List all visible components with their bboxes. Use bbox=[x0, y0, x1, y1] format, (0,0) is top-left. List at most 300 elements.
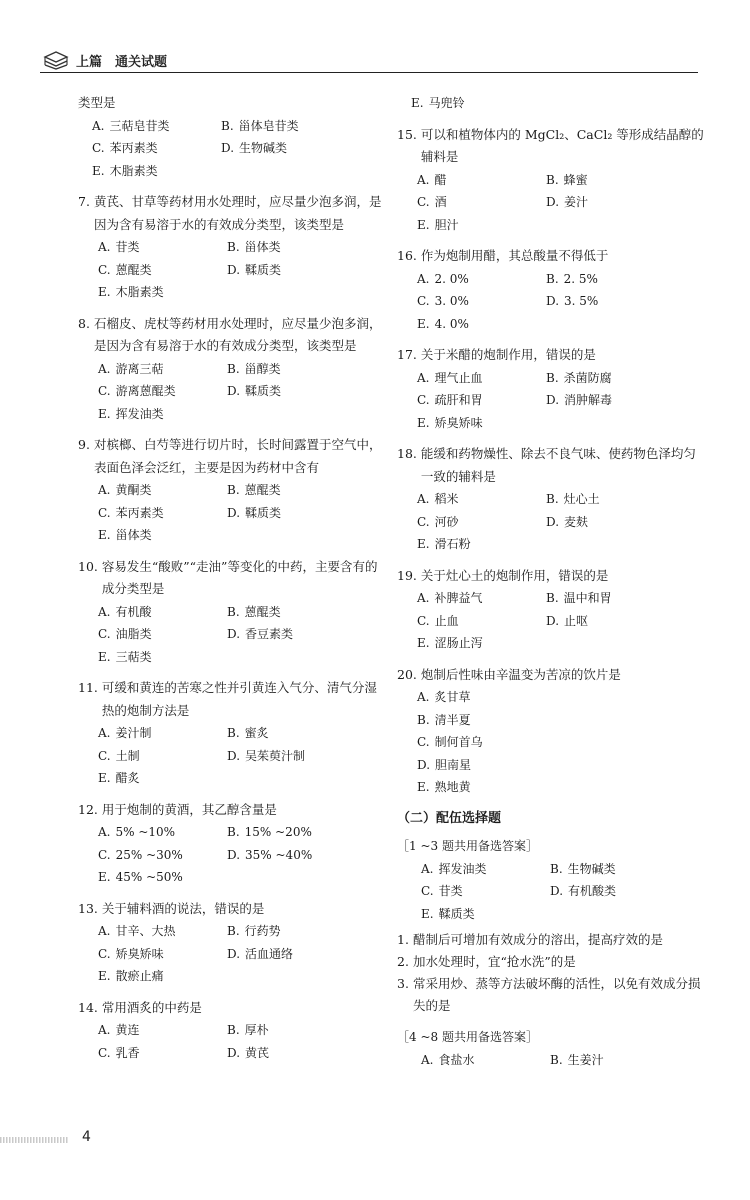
option-letter: E. bbox=[98, 406, 111, 421]
option-text: 食盐水 bbox=[438, 1053, 475, 1067]
option-letter: B. bbox=[546, 492, 559, 506]
page-number: 4 bbox=[82, 1129, 91, 1145]
option-text: 5% ~10% bbox=[115, 825, 176, 839]
option-letter: A. bbox=[98, 726, 111, 740]
options-list bbox=[78, 358, 383, 426]
option-text: 吴茱萸汁制 bbox=[245, 748, 306, 763]
options-list bbox=[397, 1049, 705, 1072]
page-header bbox=[40, 50, 698, 73]
option-item bbox=[550, 1049, 679, 1072]
option-item bbox=[417, 533, 705, 556]
question-stem bbox=[78, 898, 383, 921]
option-item bbox=[417, 412, 705, 435]
option-text: 2. 0% bbox=[434, 271, 469, 286]
option-text: 蜂蜜 bbox=[563, 172, 588, 187]
option-letter: D. bbox=[221, 141, 235, 155]
option-text: 挥发油类 bbox=[438, 861, 487, 876]
question-text: 可以和植物体内的 MgCl₂、CaCl₂ 等形成结晶醇的辅料是 bbox=[420, 126, 704, 164]
option-letter: D. bbox=[546, 393, 560, 407]
section-title: （二）配伍选择题 bbox=[397, 810, 502, 826]
question-stem bbox=[78, 92, 383, 115]
option-text: 疏肝和胃 bbox=[434, 393, 483, 407]
option-letter: C. bbox=[417, 735, 430, 749]
question-stem bbox=[78, 997, 383, 1020]
option-text: 麦麸 bbox=[564, 514, 589, 529]
group-spacer bbox=[397, 1017, 705, 1025]
option-letter: A. bbox=[417, 492, 430, 506]
question-stem bbox=[397, 565, 705, 588]
right-column bbox=[397, 92, 705, 1076]
option-text: 鞣质类 bbox=[245, 262, 282, 277]
option-text: 苯丙素类 bbox=[115, 505, 164, 520]
option-item bbox=[98, 623, 227, 646]
question-text: 黄芪、甘草等药材用水处理时，应尽量少泡多润，是因为含有易溶于水的有效成分类型，该类型是 bbox=[93, 194, 382, 232]
option-text: 清半夏 bbox=[434, 712, 471, 727]
option-text: 消肿解毒 bbox=[564, 393, 613, 407]
option-item bbox=[421, 880, 550, 903]
option-text: 稻米 bbox=[434, 492, 459, 506]
option-letter: D. bbox=[227, 505, 241, 520]
options-list bbox=[397, 488, 705, 556]
option-letter: B. bbox=[550, 861, 563, 876]
option-letter: C. bbox=[417, 195, 430, 209]
option-letter: A. bbox=[98, 483, 111, 497]
option-item bbox=[98, 722, 227, 745]
option-item bbox=[421, 1049, 550, 1072]
option-letter: C. bbox=[98, 748, 111, 763]
option-letter: B. bbox=[221, 118, 234, 133]
option-item bbox=[98, 358, 227, 381]
option-item bbox=[98, 1019, 227, 1042]
option-item bbox=[221, 115, 350, 138]
option-letter: A. bbox=[98, 1023, 111, 1037]
question-number: 15. bbox=[397, 126, 417, 142]
options-list bbox=[78, 1019, 383, 1064]
question-number: 9. bbox=[78, 437, 90, 452]
option-item bbox=[98, 920, 227, 943]
question-text: 常用酒炙的中药是 bbox=[101, 999, 202, 1015]
option-letter: E. bbox=[98, 649, 111, 664]
option-text: 三萜类 bbox=[115, 649, 152, 664]
option-letter: B. bbox=[227, 1023, 240, 1037]
option-letter: D. bbox=[227, 748, 241, 763]
option-text: 生姜汁 bbox=[567, 1053, 604, 1067]
option-text: 姜汁制 bbox=[115, 726, 152, 740]
option-text: 甾体皂苷类 bbox=[238, 118, 299, 133]
option-letter: D. bbox=[227, 946, 241, 961]
option-item bbox=[98, 281, 383, 304]
option-letter: D. bbox=[550, 884, 564, 898]
option-letter: D. bbox=[227, 384, 241, 398]
option-letter: A. bbox=[417, 690, 430, 704]
option-letter: D. bbox=[227, 847, 241, 862]
option-letter: B. bbox=[227, 726, 240, 740]
option-item bbox=[98, 821, 227, 844]
option-item bbox=[227, 601, 356, 624]
options-list bbox=[397, 169, 705, 237]
option-item bbox=[417, 488, 546, 511]
question-number: 8. bbox=[78, 315, 90, 331]
option-letter: A. bbox=[98, 361, 111, 376]
question-block bbox=[78, 556, 383, 669]
question-text: 炮制后性味由辛温变为苦凉的饮片是 bbox=[420, 666, 621, 682]
option-letter: E. bbox=[421, 906, 434, 921]
question-text: 石榴皮、虎杖等药材用水处理时，应尽量少泡多润，是因为含有易溶于水的有效成分类型，该类型是 bbox=[93, 315, 382, 353]
question-text: 用于炮制的黄酒，其乙醇含量是 bbox=[101, 801, 277, 817]
option-item bbox=[92, 160, 383, 183]
option-item bbox=[417, 511, 546, 534]
option-text: 木脂素类 bbox=[109, 163, 158, 178]
option-item bbox=[98, 502, 227, 525]
question-text: 关于米醋的炮制作用，错误的是 bbox=[420, 347, 596, 362]
question-stem bbox=[397, 124, 705, 169]
question-number: 13. bbox=[78, 900, 98, 916]
question-text: 关于灶心土的炮制作用，错误的是 bbox=[420, 567, 609, 583]
option-text: 生物碱类 bbox=[567, 861, 616, 876]
option-text: 苷类 bbox=[115, 240, 140, 254]
question-block bbox=[78, 434, 383, 547]
option-letter: E. bbox=[98, 771, 111, 785]
options-list bbox=[78, 722, 383, 790]
question-stem bbox=[78, 677, 383, 722]
question-block bbox=[78, 898, 383, 988]
option-text: 补脾益气 bbox=[434, 591, 483, 605]
question-text: 能缓和药物燥性、除去不良气味、使药物色泽均匀一致的辅料是 bbox=[420, 446, 696, 484]
question-block bbox=[397, 664, 705, 799]
option-text: 游离蒽醌类 bbox=[115, 384, 176, 398]
option-letter: A. bbox=[98, 825, 111, 839]
option-item bbox=[417, 367, 546, 390]
option-text: 甾体类 bbox=[244, 240, 281, 254]
question-text: 对槟榔、白芍等进行切片时，长时间露置于空气中，表面色泽会泛红，主要是因为药材中含有 bbox=[93, 437, 382, 475]
option-item bbox=[221, 137, 350, 160]
question-number: 20. bbox=[397, 666, 417, 682]
option-letter: B. bbox=[227, 604, 240, 619]
option-letter: C. bbox=[417, 294, 430, 308]
option-item bbox=[417, 610, 546, 633]
option-text: 矫臭矫味 bbox=[434, 415, 483, 430]
option-item bbox=[98, 646, 383, 669]
option-item bbox=[227, 844, 356, 867]
option-text: 河砂 bbox=[434, 514, 459, 529]
option-item bbox=[227, 358, 356, 381]
option-text: 4. 0% bbox=[434, 316, 469, 331]
option-text: 鞣质类 bbox=[245, 505, 282, 520]
question-stem bbox=[397, 443, 705, 488]
question-text: 醋制后可增加有效成分的溶出，提高疗效的是 bbox=[412, 932, 663, 947]
options-list bbox=[397, 367, 705, 435]
option-text: 游离三萜 bbox=[115, 361, 164, 376]
question-block bbox=[78, 92, 383, 182]
option-text: 滑石粉 bbox=[434, 537, 471, 551]
matching-question bbox=[397, 929, 705, 951]
option-letter: B. bbox=[546, 591, 559, 605]
question-stem bbox=[78, 556, 383, 601]
option-item bbox=[421, 858, 550, 881]
option-text: 45% ~50% bbox=[115, 870, 183, 884]
option-letter: C. bbox=[421, 884, 434, 898]
option-item bbox=[546, 587, 675, 610]
option-item bbox=[227, 479, 356, 502]
option-text: 炙甘草 bbox=[434, 690, 471, 704]
shared-options-label: ［1 ~3 题共用备选答案］ bbox=[397, 838, 538, 853]
option-text: 油脂类 bbox=[115, 627, 152, 641]
question-block bbox=[397, 443, 705, 556]
option-letter: A. bbox=[98, 240, 111, 254]
option-letter: E. bbox=[92, 163, 105, 178]
option-letter: E. bbox=[98, 528, 111, 542]
option-item bbox=[98, 767, 383, 790]
option-item bbox=[546, 511, 675, 534]
option-letter: A. bbox=[417, 271, 430, 286]
option-letter: B. bbox=[227, 825, 240, 839]
options-list bbox=[397, 686, 705, 799]
option-letter: E. bbox=[417, 537, 430, 551]
option-item bbox=[417, 313, 705, 336]
option-text: 马兜铃 bbox=[428, 96, 465, 110]
question-number: 11. bbox=[78, 680, 98, 695]
option-letter: C. bbox=[98, 847, 111, 862]
question-stem bbox=[397, 245, 705, 268]
option-text: 黄连 bbox=[115, 1023, 140, 1037]
option-item bbox=[98, 380, 227, 403]
option-letter: B. bbox=[227, 924, 240, 938]
option-text: 制何首乌 bbox=[434, 735, 483, 749]
option-letter: B. bbox=[227, 361, 240, 376]
option-text: 苯丙素类 bbox=[109, 141, 158, 155]
option-text: 蒽醌类 bbox=[244, 604, 281, 619]
matching-question bbox=[397, 951, 705, 973]
option-item bbox=[546, 290, 675, 313]
option-letter: D. bbox=[546, 294, 560, 308]
option-text: 温中和胃 bbox=[563, 591, 612, 605]
option-letter: E. bbox=[411, 96, 424, 110]
option-letter: C. bbox=[98, 627, 111, 641]
option-item bbox=[417, 776, 705, 799]
option-text: 鞣质类 bbox=[245, 384, 282, 398]
option-letter: C. bbox=[98, 505, 111, 520]
question-block bbox=[78, 997, 383, 1065]
option-letter: B. bbox=[546, 370, 559, 385]
option-letter: C. bbox=[417, 613, 430, 628]
question-stem bbox=[397, 344, 705, 367]
option-letter: E. bbox=[417, 316, 430, 331]
option-text: 苷类 bbox=[438, 884, 463, 898]
option-letter: D. bbox=[227, 262, 241, 277]
option-letter: E. bbox=[417, 217, 430, 232]
question-number: 3. bbox=[397, 976, 409, 991]
option-text: 甾醇类 bbox=[244, 361, 281, 376]
option-text: 灶心土 bbox=[563, 492, 600, 506]
option-item bbox=[546, 268, 675, 291]
question-number: 7. bbox=[78, 194, 90, 209]
options-list bbox=[78, 236, 383, 304]
option-text: 蒽醌类 bbox=[244, 483, 281, 497]
options-list bbox=[78, 920, 383, 988]
option-item bbox=[98, 259, 227, 282]
option-text: 土制 bbox=[115, 748, 140, 763]
option-item bbox=[227, 380, 356, 403]
option-text: 15% ~20% bbox=[244, 825, 312, 839]
question-stem bbox=[397, 664, 705, 687]
shared-options bbox=[397, 858, 705, 926]
options-list bbox=[78, 821, 383, 889]
option-text: 散瘀止痛 bbox=[115, 969, 164, 983]
option-text: 香豆素类 bbox=[245, 627, 294, 641]
option-text: 行药势 bbox=[244, 924, 281, 938]
question-number: 2. bbox=[397, 954, 409, 969]
question-block bbox=[397, 92, 705, 115]
option-item bbox=[550, 880, 679, 903]
options-list bbox=[397, 92, 705, 115]
option-item bbox=[227, 943, 356, 966]
question-block bbox=[78, 313, 383, 426]
option-letter: E. bbox=[98, 969, 111, 983]
option-item bbox=[417, 731, 705, 754]
question-text: 可缓和黄连的苦寒之性并引黄连入气分、清气分湿热的炮制方法是 bbox=[101, 680, 377, 718]
option-item bbox=[546, 169, 675, 192]
option-text: 蒽醌类 bbox=[115, 262, 152, 277]
option-text: 蜜炙 bbox=[244, 726, 269, 740]
option-item bbox=[98, 524, 383, 547]
option-item bbox=[98, 479, 227, 502]
options-list bbox=[78, 601, 383, 669]
option-text: 25% ~30% bbox=[115, 847, 183, 862]
shared-options bbox=[397, 1049, 705, 1072]
left-column bbox=[78, 92, 383, 1073]
option-letter: E. bbox=[98, 285, 111, 299]
option-text: 熟地黄 bbox=[434, 780, 471, 794]
option-item bbox=[411, 92, 705, 115]
option-text: 姜汁 bbox=[564, 195, 589, 209]
option-letter: C. bbox=[98, 262, 111, 277]
option-letter: E. bbox=[417, 780, 430, 794]
option-item bbox=[227, 1019, 356, 1042]
option-item bbox=[421, 903, 705, 926]
option-item bbox=[227, 821, 356, 844]
option-letter: C. bbox=[98, 946, 111, 961]
question-stem bbox=[78, 799, 383, 822]
option-text: 厚朴 bbox=[244, 1023, 269, 1037]
question-text: 容易发生“酸败”“走油”等变化的中药，主要含有的成分类型是 bbox=[101, 558, 378, 596]
option-letter: B. bbox=[546, 172, 559, 187]
question-number: 14. bbox=[78, 999, 98, 1015]
option-letter: C. bbox=[98, 1045, 111, 1060]
option-text: 挥发油类 bbox=[115, 406, 164, 421]
option-letter: B. bbox=[550, 1053, 563, 1067]
option-item bbox=[98, 965, 383, 988]
option-text: 醋 bbox=[434, 172, 447, 187]
option-item bbox=[98, 866, 383, 889]
options-list bbox=[78, 115, 383, 183]
options-list bbox=[397, 587, 705, 655]
option-item bbox=[417, 169, 546, 192]
question-block bbox=[397, 124, 705, 237]
option-item bbox=[546, 367, 675, 390]
option-item bbox=[98, 844, 227, 867]
option-text: 醋炙 bbox=[115, 771, 140, 785]
footer-decoration bbox=[0, 1137, 68, 1143]
option-letter: B. bbox=[227, 240, 240, 254]
question-number: 1. bbox=[397, 932, 409, 947]
question-text: 作为炮制用醋，其总酸量不得低于 bbox=[420, 248, 609, 263]
option-text: 木脂素类 bbox=[115, 285, 164, 299]
option-text: 涩肠止泻 bbox=[434, 636, 483, 650]
option-text: 甘辛、大热 bbox=[115, 924, 176, 938]
option-text: 有机酸 bbox=[115, 604, 152, 619]
option-text: 甾体类 bbox=[115, 528, 152, 542]
option-text: 生物碱类 bbox=[239, 141, 288, 155]
option-text: 35% ~40% bbox=[245, 847, 313, 862]
question-stem bbox=[78, 434, 383, 479]
option-letter: A. bbox=[98, 924, 111, 938]
option-text: 胆南星 bbox=[435, 757, 472, 772]
option-item bbox=[546, 389, 675, 412]
option-letter: D. bbox=[227, 1045, 241, 1060]
option-text: 3. 5% bbox=[564, 294, 599, 308]
option-letter: A. bbox=[417, 172, 430, 187]
question-stem bbox=[78, 313, 383, 358]
question-block bbox=[397, 245, 705, 335]
option-letter: D. bbox=[227, 627, 241, 641]
option-text: 有机酸类 bbox=[568, 884, 617, 898]
options-list bbox=[397, 858, 705, 926]
question-text: 类型是 bbox=[78, 95, 116, 110]
option-item bbox=[98, 403, 383, 426]
option-item bbox=[417, 587, 546, 610]
option-text: 矫臭矫味 bbox=[115, 946, 164, 961]
option-item bbox=[417, 389, 546, 412]
option-letter: A. bbox=[92, 118, 105, 133]
question-block bbox=[78, 677, 383, 790]
option-letter: B. bbox=[546, 271, 559, 286]
option-letter: A. bbox=[421, 861, 434, 876]
option-text: 止呕 bbox=[564, 613, 589, 628]
option-letter: A. bbox=[417, 370, 430, 385]
option-item bbox=[227, 236, 356, 259]
option-item bbox=[417, 754, 705, 777]
question-number: 19. bbox=[397, 567, 417, 583]
matching-question bbox=[397, 973, 705, 1017]
option-text: 杀菌防腐 bbox=[563, 370, 612, 385]
question-text: 加水处理时，宜“抢水洗”的是 bbox=[412, 954, 576, 969]
option-item bbox=[417, 214, 705, 237]
option-letter: D. bbox=[546, 613, 560, 628]
book-stack-icon bbox=[42, 48, 70, 70]
option-text: 止血 bbox=[434, 613, 459, 628]
option-item bbox=[98, 745, 227, 768]
option-item bbox=[546, 488, 675, 511]
option-item bbox=[417, 290, 546, 313]
option-letter: C. bbox=[417, 393, 430, 407]
question-number: 16. bbox=[397, 248, 417, 263]
option-letter: C. bbox=[98, 384, 111, 398]
question-block bbox=[78, 191, 383, 304]
option-text: 乳香 bbox=[115, 1045, 140, 1060]
option-letter: D. bbox=[546, 514, 560, 529]
option-letter: A. bbox=[98, 604, 111, 619]
option-item bbox=[550, 858, 679, 881]
option-item bbox=[227, 502, 356, 525]
option-text: 鞣质类 bbox=[438, 906, 475, 921]
question-block bbox=[78, 799, 383, 889]
option-text: 酒 bbox=[434, 195, 447, 209]
option-item bbox=[92, 115, 221, 138]
question-number: 18. bbox=[397, 446, 417, 461]
option-item bbox=[227, 745, 356, 768]
option-item bbox=[546, 191, 675, 214]
question-text: 常采用炒、蒸等方法破坏酶的活性，以免有效成分损失的是 bbox=[412, 976, 701, 1013]
